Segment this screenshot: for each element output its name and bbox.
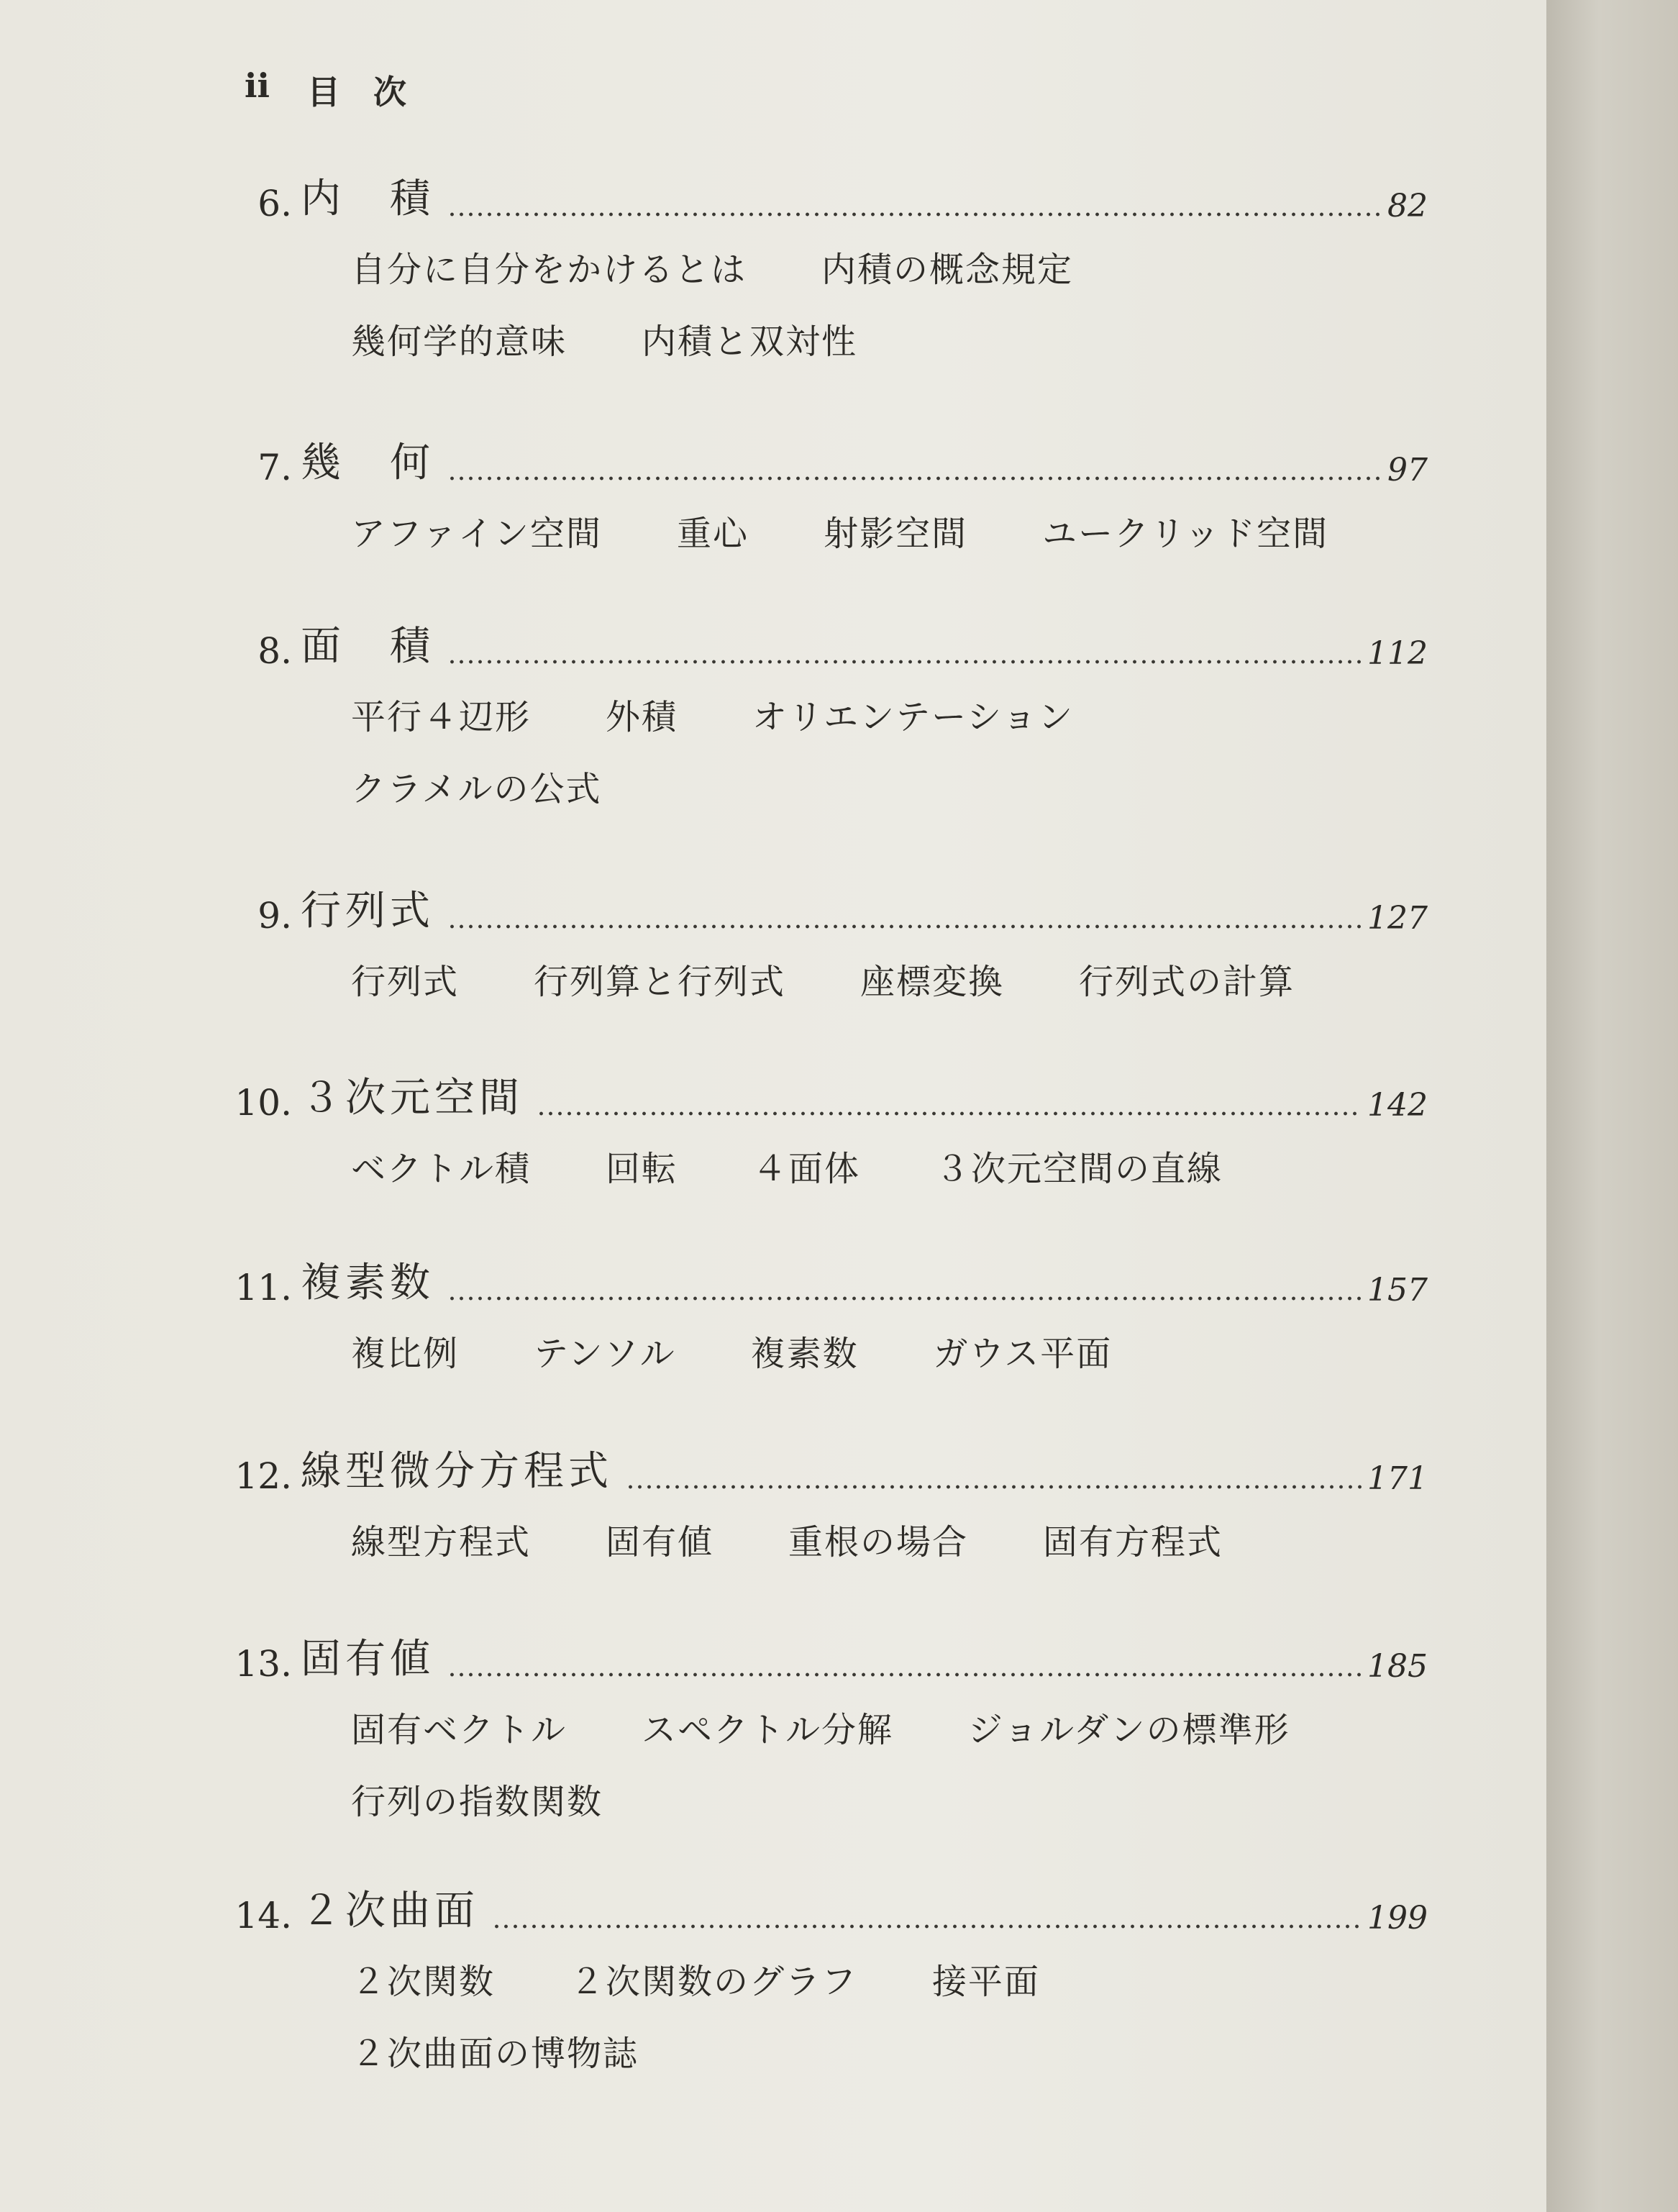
subtopic: テンソル <box>534 1333 676 1374</box>
subtopic: 平行４辺形 <box>351 696 532 737</box>
page-number: 97 <box>1387 452 1428 488</box>
toc-entry-heading <box>0 1262 1428 1308</box>
subtopic: 複素数 <box>750 1333 859 1374</box>
leader-dots <box>492 1924 1362 1929</box>
subtopic: 行列の指数関数 <box>351 1781 603 1822</box>
leader-dots <box>447 924 1362 929</box>
subtopic: ４面体 <box>752 1148 861 1189</box>
subtopic: 重心 <box>677 513 749 554</box>
subtopic: ベクトル積 <box>351 1148 532 1189</box>
subtopics <box>351 678 1149 821</box>
toc-entry-heading <box>0 442 1428 488</box>
subtopic: 内積の概念規定 <box>821 249 1074 290</box>
chapter-number: 7. <box>257 447 292 488</box>
subtopic: ２次曲面の博物誌 <box>351 2033 639 2074</box>
subtopic: ３次元空間の直線 <box>935 1148 1223 1189</box>
subtopic-line <box>351 2014 1115 2086</box>
subtopic: 固有値 <box>606 1521 714 1562</box>
subtopic: 行列算と行列式 <box>534 961 786 1002</box>
subtopic-line <box>351 678 1149 750</box>
header-title: 目 次 <box>306 73 406 111</box>
subtopic: 幾何学的意味 <box>351 321 567 362</box>
subtopic: 線型方程式 <box>351 1521 532 1562</box>
toc-entry-heading <box>0 178 1428 224</box>
leader-dots <box>626 1484 1362 1490</box>
subtopics <box>351 1942 1115 2086</box>
chapter-number: 6. <box>257 183 292 224</box>
subtopic: 固有方程式 <box>1043 1521 1223 1562</box>
chapter-title: ２次曲面 <box>301 1888 479 1934</box>
chapter-title: 線型微分方程式 <box>301 1448 613 1495</box>
subtopic: 重根の場合 <box>788 1521 969 1562</box>
chapter-title: ３次元空間 <box>301 1075 524 1121</box>
subtopic: スペクトル分解 <box>642 1709 894 1750</box>
subtopic: 固有ベクトル <box>351 1709 567 1750</box>
page-number: 171 <box>1367 1460 1428 1497</box>
toc-entry-heading <box>0 1890 1428 1936</box>
toc-entry-heading <box>0 1448 1428 1497</box>
subtopic-line <box>351 1503 1298 1575</box>
chapter-title: 複素数 <box>301 1260 434 1306</box>
page-number: 142 <box>1367 1087 1428 1124</box>
leader-dots <box>447 475 1382 481</box>
chapter-number: 14. <box>234 1895 292 1936</box>
subtopic: クラメルの公式 <box>351 768 602 809</box>
chapter-number: 13. <box>234 1643 292 1685</box>
subtopic: ジョルダンの標準形 <box>968 1709 1290 1750</box>
page-number: 185 <box>1367 1648 1428 1685</box>
leader-dots <box>447 659 1362 665</box>
subtopic: オリエンテーション <box>752 696 1075 737</box>
subtopic: 座標変換 <box>860 961 1005 1002</box>
subtopic-line <box>351 1314 1187 1386</box>
subtopics <box>351 1690 1365 1834</box>
leader-dots <box>447 1672 1362 1678</box>
subtopic: 複比例 <box>351 1333 460 1374</box>
subtopic: 外積 <box>606 696 678 737</box>
leader-dots <box>447 211 1382 217</box>
subtopic: 射影空間 <box>824 513 968 554</box>
chapter-number: 8. <box>257 630 292 672</box>
subtopic: 行列式の計算 <box>1079 961 1295 1002</box>
subtopic: 接平面 <box>932 1961 1041 2002</box>
subtopic-line <box>351 750 1149 821</box>
page-number: 112 <box>1367 635 1428 672</box>
subtopics <box>351 1129 1298 1201</box>
chapter-title: 幾 何 <box>301 440 434 486</box>
chapter-number: 11. <box>234 1267 292 1308</box>
page-number: 157 <box>1367 1272 1428 1308</box>
chapter-title: 内 積 <box>301 176 434 222</box>
subtopic: 回転 <box>606 1148 678 1189</box>
subtopic: ２次関数 <box>351 1961 496 2002</box>
subtopic: 行列式 <box>351 961 460 1002</box>
subtopic: 自分に自分をかけるとは <box>351 249 747 290</box>
chapter-number: 10. <box>234 1082 292 1124</box>
toc-entry-heading <box>0 1636 1428 1685</box>
page-numeral: ii <box>245 66 270 105</box>
subtopic: ガウス平面 <box>933 1333 1113 1374</box>
subtopic: ユークリッド空間 <box>1042 513 1329 554</box>
page-number: 127 <box>1367 900 1428 937</box>
subtopic-line <box>351 1762 1365 1834</box>
subtopic-line <box>351 494 1403 566</box>
subtopic: アファイン空間 <box>351 513 603 554</box>
subtopics <box>351 942 1369 1014</box>
chapter-title: 固有値 <box>301 1636 434 1683</box>
toc-entry-heading <box>0 1075 1428 1124</box>
subtopic-line <box>351 230 1148 302</box>
subtopic-line <box>351 942 1369 1014</box>
subtopic: ２次関数のグラフ <box>570 1961 858 2002</box>
subtopics <box>351 494 1403 566</box>
subtopics <box>351 230 1148 374</box>
running-header <box>245 66 406 114</box>
subtopic-line <box>351 1690 1365 1762</box>
leader-dots <box>447 1296 1362 1301</box>
page-number: 199 <box>1367 1900 1428 1936</box>
subtopic-line <box>351 302 1148 374</box>
subtopic-line <box>351 1942 1115 2014</box>
chapter-title: 面 積 <box>301 623 434 670</box>
subtopics <box>351 1314 1187 1386</box>
subtopic: 内積と双対性 <box>642 321 858 362</box>
toc-entry-heading <box>0 888 1428 937</box>
subtopics <box>351 1503 1298 1575</box>
page-number: 82 <box>1387 188 1428 224</box>
page-edge <box>1546 0 1678 2212</box>
chapter-title: 行列式 <box>301 888 434 934</box>
subtopic-line <box>351 1129 1298 1201</box>
leader-dots <box>537 1111 1362 1116</box>
toc-entry-heading <box>0 623 1428 672</box>
chapter-number: 12. <box>234 1455 292 1497</box>
chapter-number: 9. <box>257 895 292 937</box>
